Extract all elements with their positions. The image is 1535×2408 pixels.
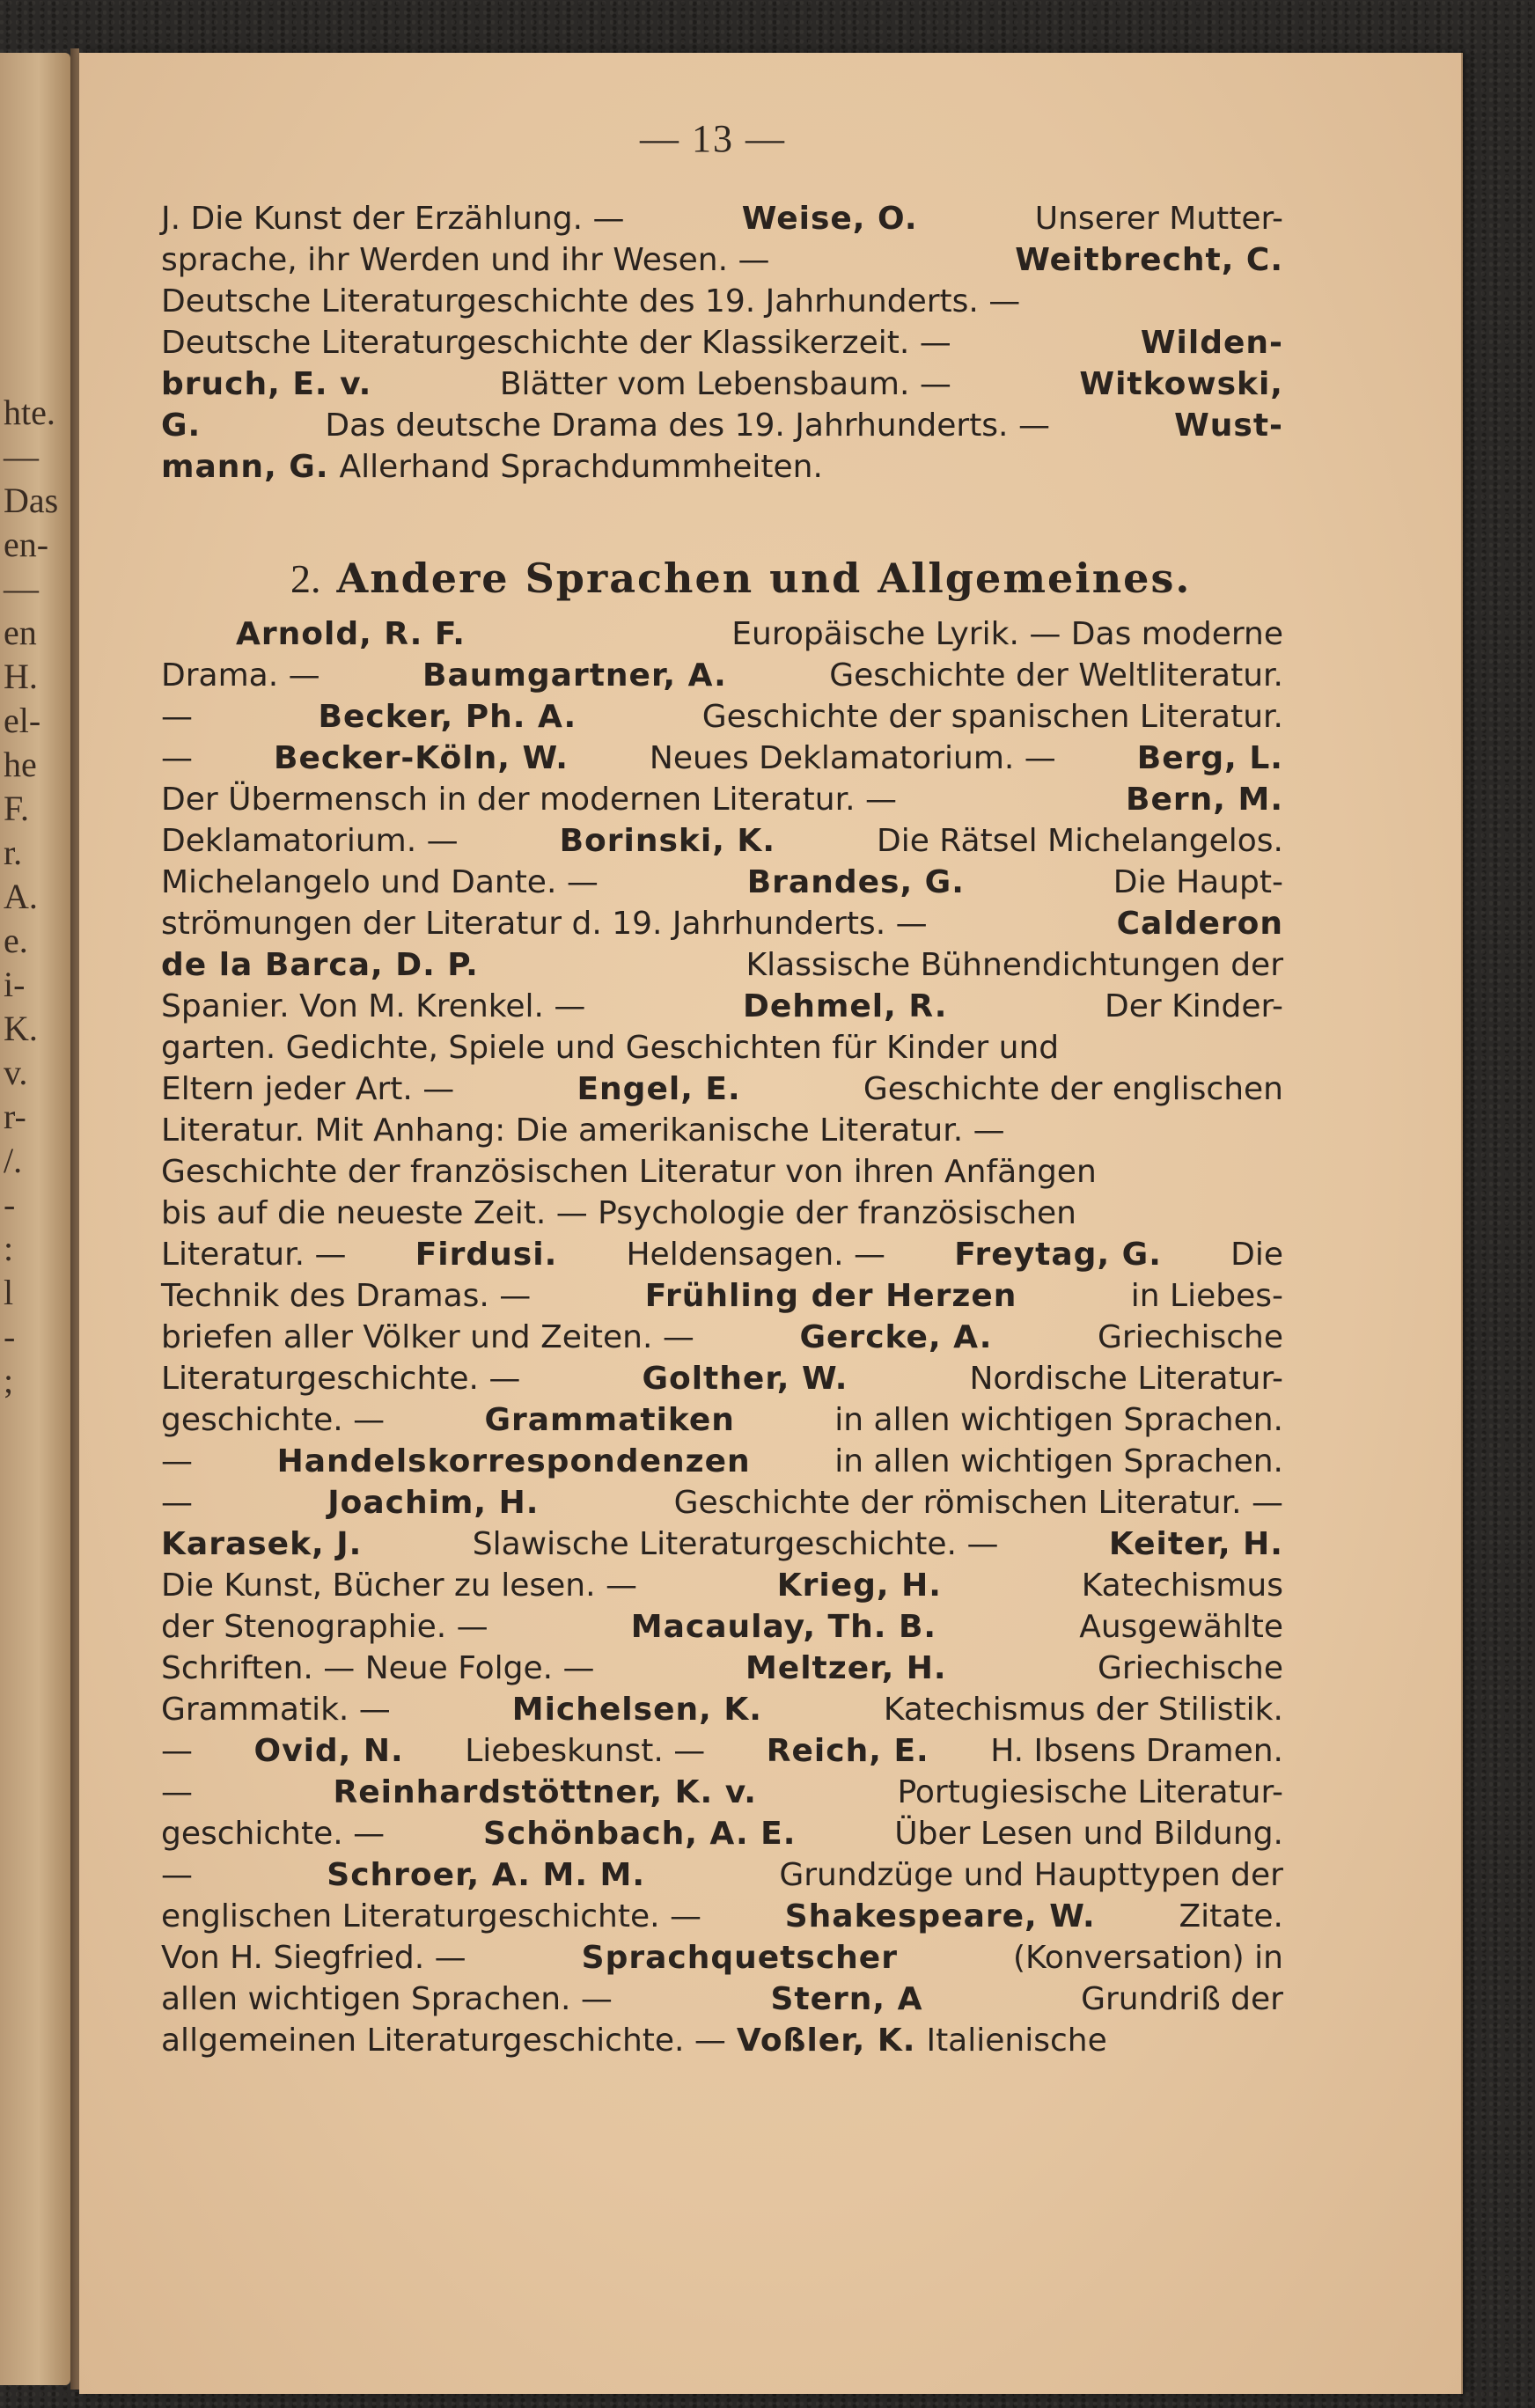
- entry-text: Blätter vom Lebensbaum. —: [499, 366, 951, 402]
- facing-page-fragment: e.: [4, 921, 28, 960]
- facing-page-fragment: -: [4, 1317, 16, 1356]
- entry-text: Katechismus der Stilistik.: [883, 1692, 1283, 1728]
- text-line: [161, 1857, 1283, 1898]
- page-number: — 13 —: [640, 117, 786, 160]
- facing-page-fragment: en: [4, 613, 37, 652]
- entry-text: Grammatik. —: [161, 1692, 391, 1728]
- text-line: [161, 1940, 1283, 1981]
- facing-page-fragment: Das: [4, 481, 59, 520]
- entry-text: briefen aller Völker und Zeiten. —: [161, 1319, 694, 1355]
- entry-author-name: Michelsen, K.: [511, 1692, 762, 1728]
- text-line: [161, 823, 1283, 864]
- text-line: [161, 1567, 1283, 1609]
- entry-text: strömungen der Literatur d. 19. Jahrhunderts. —: [161, 906, 928, 942]
- entry-text: Spanier. Von M. Krenkel. —: [161, 988, 586, 1024]
- entry-author-name: Arnold, R. F.: [236, 616, 466, 652]
- entry-author-name: Joachim, H.: [327, 1485, 540, 1521]
- text-line: [161, 283, 1283, 325]
- text-line: [161, 1898, 1283, 1940]
- text-line: [161, 782, 1283, 823]
- entry-author-name: Keiter, H.: [1108, 1526, 1283, 1562]
- text-line: [161, 1526, 1283, 1567]
- entry-text: Über Lesen und Bildung.: [894, 1816, 1283, 1852]
- facing-page-fragment: /.: [4, 1141, 23, 1180]
- text-line: [161, 699, 1283, 740]
- entry-author-name: Wust-: [1174, 407, 1283, 444]
- text-line: [161, 740, 1283, 782]
- entry-text: —: [161, 1485, 193, 1521]
- text-line: [161, 906, 1283, 947]
- entry-text: Heldensagen. —: [626, 1237, 886, 1273]
- entry-text: Portugiesische Literatur-: [897, 1774, 1283, 1810]
- entry-author-name: Meltzer, H.: [745, 1650, 947, 1686]
- text-line: [161, 1402, 1283, 1443]
- facing-page-edge: [0, 53, 70, 2385]
- entry-text: —: [161, 740, 193, 776]
- text-line: [161, 657, 1283, 699]
- text-line: [161, 2023, 1283, 2064]
- text-line: [161, 366, 1283, 407]
- entry-text: englischen Literaturgeschichte. —: [161, 1898, 702, 1934]
- entry-author-name: Firdusi.: [415, 1237, 558, 1273]
- entry-text: Literaturgeschichte. —: [161, 1361, 521, 1397]
- entry-author-name: Weitbrecht, C.: [1015, 242, 1283, 278]
- entry-author-name: Schönbach, A. E.: [482, 1816, 797, 1852]
- text-line: [161, 1609, 1283, 1650]
- text-line: [161, 1237, 1283, 1278]
- text-line: [161, 1154, 1283, 1195]
- entry-author-name: de la Barca, D. P.: [161, 947, 479, 983]
- entry-text: geschichte. —: [161, 1816, 386, 1852]
- text-line: [161, 1774, 1283, 1816]
- text-line: [161, 1195, 1283, 1237]
- text-line: [161, 1030, 1283, 1071]
- text-line: [161, 201, 1283, 242]
- entry-author-name: Gercke, A.: [799, 1319, 993, 1355]
- facing-page-fragment: :: [4, 1229, 14, 1268]
- entry-author-name: Macaulay, Th. B.: [630, 1609, 937, 1645]
- entry-text: allen wichtigen Sprachen. —: [161, 1981, 613, 2017]
- entry-author-name: Golther, W.: [642, 1361, 848, 1397]
- entry-author-name: Brandes, G.: [746, 864, 965, 900]
- entry-text: garten. Gedichte, Spiele und Geschichten für Kinder und: [161, 1030, 1060, 1066]
- entry-text: bis auf die neueste Zeit. — Psychologie der französischen: [161, 1195, 1076, 1231]
- facing-page-fragment: he: [4, 745, 37, 784]
- entry-text: —: [161, 699, 193, 735]
- entry-text: Die: [1230, 1237, 1283, 1273]
- entry-author-name: Wilden-: [1140, 325, 1283, 361]
- entry-text: Technik des Dramas. —: [161, 1278, 532, 1314]
- entry-text: Katechismus: [1081, 1567, 1283, 1604]
- entry-text: Slawische Literaturgeschichte. —: [472, 1526, 999, 1562]
- entry-text: Geschichte der spanischen Literatur.: [701, 699, 1283, 735]
- facing-page-fragment: K.: [4, 1009, 38, 1048]
- entry-author-name: Witkowski,: [1079, 366, 1283, 402]
- entry-text: Geschichte der französischen Literatur von ihren Anfängen: [161, 1154, 1097, 1190]
- entry-author-name: Reinhardstöttner, K. v.: [333, 1774, 757, 1810]
- text-line: [161, 616, 1283, 657]
- facing-page-fragment: -: [4, 1185, 16, 1224]
- facing-page-fragment: v.: [4, 1053, 28, 1092]
- entry-text: Grundzüge und Haupttypen der: [779, 1857, 1283, 1893]
- entry-text: (Konversation) in: [1012, 1940, 1283, 1976]
- entry-text: Michelangelo und Dante. —: [161, 864, 599, 900]
- entry-author-name: Voßler, K.: [736, 2023, 916, 2059]
- section-number: 2.: [290, 556, 321, 601]
- entry-author-name: G.: [161, 407, 202, 444]
- entry-text: Geschichte der englischen: [863, 1071, 1283, 1107]
- facing-page-fragment: en-: [4, 525, 49, 564]
- text-line: [161, 1112, 1283, 1154]
- entry-text: —: [161, 1733, 193, 1769]
- entry-text: in allen wichtigen Sprachen.: [834, 1443, 1283, 1479]
- entry-author-name: mann, G.: [161, 449, 329, 485]
- entry-text: Liebeskunst. —: [465, 1733, 706, 1769]
- text-line: [161, 947, 1283, 988]
- entry-text: Geschichte der römischen Literatur. —: [673, 1485, 1283, 1521]
- text-line: [161, 864, 1283, 906]
- section-body-paragraph: [161, 616, 1283, 2064]
- facing-page-fragment: hte.: [4, 393, 55, 432]
- entry-text: Grundriß der: [1081, 1981, 1283, 2017]
- entry-text: geschichte. —: [161, 1402, 386, 1438]
- entry-text: in Liebes-: [1130, 1278, 1283, 1314]
- entry-text: Unserer Mutter-: [1034, 201, 1283, 237]
- text-line: [161, 1485, 1283, 1526]
- entry-text: Schriften. — Neue Folge. —: [161, 1650, 595, 1686]
- entry-author-name: Baumgartner, A.: [422, 657, 727, 694]
- entry-text: Literatur. Mit Anhang: Die amerikanische Literatur. —: [161, 1112, 1005, 1149]
- facing-page-fragment: H.: [4, 657, 38, 696]
- text-line: [161, 1981, 1283, 2023]
- entry-text: Die Rätsel Michelangelos.: [876, 823, 1283, 859]
- entry-text: Europäische Lyrik. — Das moderne: [731, 616, 1283, 652]
- text-line: [161, 1650, 1283, 1692]
- entry-text: Klassische Bühnendichtungen der: [745, 947, 1283, 983]
- entry-author-name: Becker-Köln, W.: [274, 740, 569, 776]
- section-title: Andere Sprachen und Allgemeines.: [336, 554, 1192, 602]
- entry-author-name: Calderon: [1116, 906, 1283, 942]
- entry-author-name: Ovid, N.: [253, 1733, 404, 1769]
- entry-text: —: [161, 1857, 193, 1893]
- entry-text: Nordische Literatur-: [969, 1361, 1283, 1397]
- entry-text: Geschichte der Weltliteratur.: [829, 657, 1283, 694]
- text-line: [161, 1278, 1283, 1319]
- entry-author-name: Stern, A: [770, 1981, 923, 2017]
- entry-text: Von H. Siegfried. —: [161, 1940, 466, 1976]
- section-heading: [290, 554, 1191, 602]
- facing-page-fragment: el-: [4, 701, 41, 740]
- entry-text: Deklamatorium. —: [161, 823, 459, 859]
- entry-author-name: Reich, E.: [766, 1733, 929, 1769]
- entry-author-name: Engel, E.: [577, 1071, 741, 1107]
- entry-text: Griechische: [1098, 1650, 1283, 1686]
- entry-text: —: [161, 1443, 193, 1479]
- entry-text: Eltern jeder Art. —: [161, 1071, 455, 1107]
- facing-page-fragment: l: [4, 1273, 14, 1312]
- entry-text: Drama. —: [161, 657, 320, 694]
- text-line: [161, 407, 1283, 449]
- entry-text: Deutsche Literaturgeschichte des 19. Jahrhunderts. —: [161, 283, 1021, 319]
- text-line: [161, 1692, 1283, 1733]
- text-line: [161, 1443, 1283, 1485]
- text-line: [161, 325, 1283, 366]
- text-line: [161, 449, 1283, 490]
- entry-text: Neues Deklamatorium. —: [649, 740, 1056, 776]
- facing-page-fragment: A.: [4, 877, 38, 916]
- entry-author-name: Becker, Ph. A.: [318, 699, 577, 735]
- entry-text: allgemeinen Literaturgeschichte. —: [161, 2023, 726, 2059]
- entry-author-name: Karasek, J.: [161, 1526, 363, 1562]
- entry-text: Griechische: [1098, 1319, 1283, 1355]
- entry-author-name: Schroer, A. M. M.: [327, 1857, 646, 1893]
- entry-author-name: Bern, M.: [1126, 782, 1283, 818]
- entry-author-name: Krieg, H.: [776, 1567, 942, 1604]
- entry-author-name: Berg, L.: [1136, 740, 1283, 776]
- entry-text: Italienische: [926, 2023, 1107, 2059]
- entry-author-name: Freytag, G.: [954, 1237, 1162, 1273]
- entry-author-name: Grammatiken: [484, 1402, 735, 1438]
- facing-page-fragment: r.: [4, 833, 23, 872]
- text-line: [161, 1816, 1283, 1857]
- entry-author-name: Frühling der Herzen: [644, 1278, 1017, 1314]
- entry-text: Allerhand Sprachdummheiten.: [339, 449, 823, 485]
- book-spine: [70, 48, 79, 2390]
- entry-text: Das deutsche Drama des 19. Jahrhunderts. —: [325, 407, 1050, 444]
- entry-text: Zitate.: [1179, 1898, 1283, 1934]
- facing-page-fragment: i-: [4, 965, 26, 1004]
- entry-author-name: Dehmel, R.: [742, 988, 948, 1024]
- continuation-paragraph: [161, 201, 1283, 490]
- entry-text: Der Übermensch in der modernen Literatur. —: [161, 782, 897, 818]
- entry-text: —: [161, 1774, 193, 1810]
- facing-page-fragment: —: [4, 437, 39, 476]
- text-line: [161, 1319, 1283, 1361]
- entry-author-name: Weise, O.: [741, 201, 918, 237]
- entry-author-name: Borinski, K.: [559, 823, 775, 859]
- entry-text: J. Die Kunst der Erzählung. —: [161, 201, 625, 237]
- entry-author-name: Sprachquetscher: [581, 1940, 898, 1976]
- entry-author-name: Shakespeare, W.: [784, 1898, 1096, 1934]
- entry-author-name: Handelskorrespondenzen: [276, 1443, 751, 1479]
- entry-author-name: bruch, E. v.: [161, 366, 372, 402]
- entry-text: in allen wichtigen Sprachen.: [834, 1402, 1283, 1438]
- entry-text: Der Kinder-: [1104, 988, 1283, 1024]
- entry-text: sprache, ihr Werden und ihr Wesen. —: [161, 242, 770, 278]
- entry-text: Die Kunst, Bücher zu lesen. —: [161, 1567, 637, 1604]
- book-page: [79, 53, 1463, 2394]
- text-line: [161, 242, 1283, 283]
- entry-text: Ausgewählte: [1079, 1609, 1283, 1645]
- entry-text: Literatur. —: [161, 1237, 347, 1273]
- entry-text: H. Ibsens Dramen.: [990, 1733, 1283, 1769]
- text-line: [161, 1071, 1283, 1112]
- entry-text: Deutsche Literaturgeschichte der Klassikerzeit. —: [161, 325, 951, 361]
- facing-page-fragment: F.: [4, 789, 30, 828]
- facing-page-fragment: —: [4, 569, 39, 608]
- text-line: [161, 1733, 1283, 1774]
- facing-page-fragment: ;: [4, 1361, 14, 1400]
- text-line: [161, 988, 1283, 1030]
- text-line: [161, 1361, 1283, 1402]
- entry-text: der Stenographie. —: [161, 1609, 488, 1645]
- entry-text: Die Haupt-: [1113, 864, 1283, 900]
- facing-page-fragment: r-: [4, 1097, 26, 1136]
